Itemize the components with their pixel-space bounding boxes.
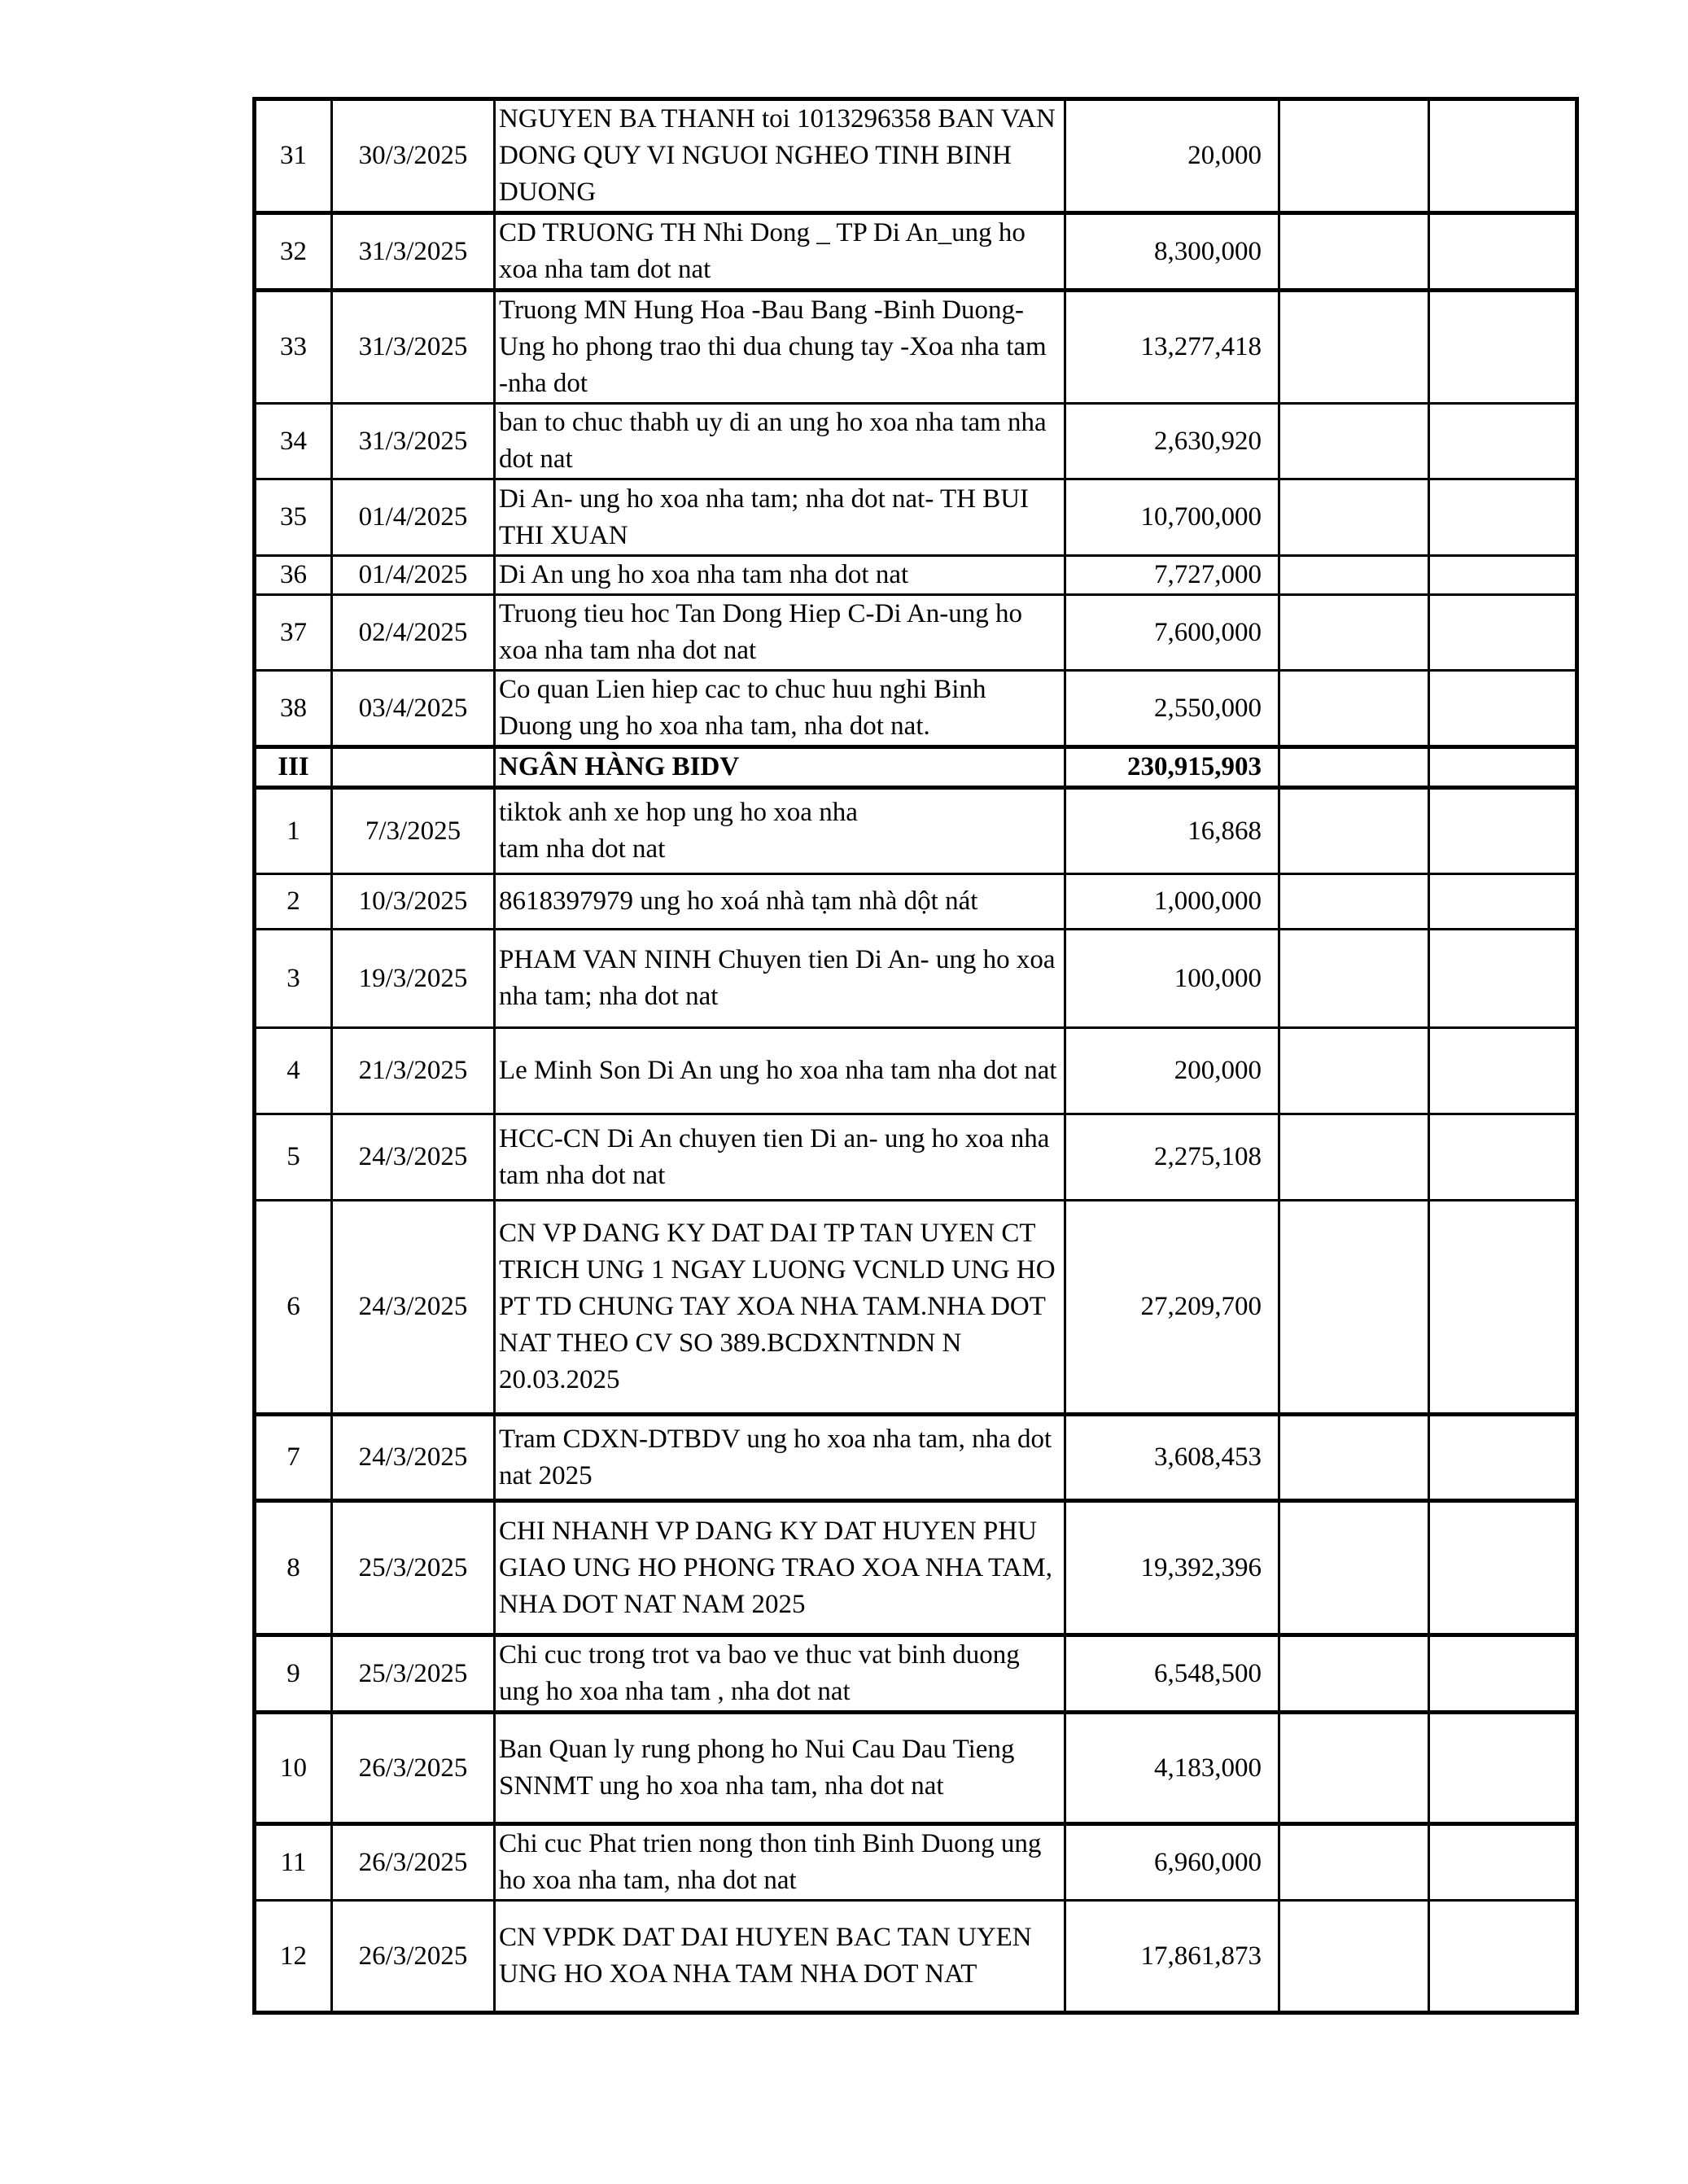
table-row xyxy=(255,291,1577,404)
row-amount: 13,277,418 xyxy=(1065,291,1279,404)
row-description xyxy=(495,788,1065,874)
section-title: NGÂN HÀNG BIDV xyxy=(495,747,1065,788)
row-description: Le Minh Son Di An ung ho xoa nha tam nha dot nat xyxy=(495,1028,1065,1114)
row-number: 31 xyxy=(255,99,332,213)
row-date: 10/3/2025 xyxy=(332,874,495,930)
row-number: 12 xyxy=(255,1901,332,2013)
table-row xyxy=(255,874,1577,930)
row-number: 3 xyxy=(255,930,332,1028)
row-amount: 16,868 xyxy=(1065,788,1279,874)
section-number: III xyxy=(255,747,332,788)
empty-cell xyxy=(1429,1713,1577,1824)
row-number: 7 xyxy=(255,1415,332,1501)
row-date: 31/3/2025 xyxy=(332,291,495,404)
row-number: 33 xyxy=(255,291,332,404)
row-date: 25/3/2025 xyxy=(332,1501,495,1635)
row-amount: 7,727,000 xyxy=(1065,556,1279,595)
row-date: 21/3/2025 xyxy=(332,1028,495,1114)
table-row xyxy=(255,595,1577,671)
row-number: 32 xyxy=(255,213,332,291)
empty-cell xyxy=(1429,404,1577,479)
empty-cell xyxy=(1279,479,1429,556)
table-row xyxy=(255,99,1577,213)
table-row xyxy=(255,1415,1577,1501)
empty-cell xyxy=(1429,291,1577,404)
empty-cell xyxy=(1429,1201,1577,1415)
empty-cell xyxy=(1429,1635,1577,1713)
row-number: 34 xyxy=(255,404,332,479)
row-number: 11 xyxy=(255,1824,332,1901)
empty-cell xyxy=(1279,1201,1429,1415)
row-date: 01/4/2025 xyxy=(332,479,495,556)
empty-cell xyxy=(1429,1028,1577,1114)
table-row xyxy=(255,788,1577,874)
table-row xyxy=(255,1713,1577,1824)
row-number: 37 xyxy=(255,595,332,671)
row-date: 26/3/2025 xyxy=(332,1713,495,1824)
empty-cell xyxy=(1279,404,1429,479)
empty-cell xyxy=(1429,788,1577,874)
row-number: 36 xyxy=(255,556,332,595)
row-date: 31/3/2025 xyxy=(332,404,495,479)
row-description: Co quan Lien hiep cac to chuc huu nghi Binh Duong ung ho xoa nha tam, nha dot nat. xyxy=(495,671,1065,747)
row-description: ban to chuc thabh uy di an ung ho xoa nha tam nha dot nat xyxy=(495,404,1065,479)
row-amount: 100,000 xyxy=(1065,930,1279,1028)
row-date: 7/3/2025 xyxy=(332,788,495,874)
empty-cell xyxy=(1429,1415,1577,1501)
row-description: CHI NHANH VP DANG KY DAT HUYEN PHU GIAO UNG HO PHONG TRAO XOA NHA TAM, NHA DOT NAT NAM 2025 xyxy=(495,1501,1065,1635)
empty-cell xyxy=(1279,1114,1429,1201)
empty-cell xyxy=(1429,1824,1577,1901)
row-amount: 2,275,108 xyxy=(1065,1114,1279,1201)
table-row xyxy=(255,930,1577,1028)
row-number: 10 xyxy=(255,1713,332,1824)
empty-cell xyxy=(1429,874,1577,930)
empty-cell xyxy=(1279,99,1429,213)
empty-cell xyxy=(1429,930,1577,1028)
empty-cell xyxy=(1279,1501,1429,1635)
empty-cell xyxy=(1279,930,1429,1028)
row-date: 01/4/2025 xyxy=(332,556,495,595)
row-amount: 4,183,000 xyxy=(1065,1713,1279,1824)
empty-cell xyxy=(1429,1901,1577,2013)
empty-cell xyxy=(1279,671,1429,747)
row-number: 8 xyxy=(255,1501,332,1635)
empty-cell xyxy=(1279,747,1429,788)
row-number: 6 xyxy=(255,1201,332,1415)
section-total: 230,915,903 xyxy=(1065,747,1279,788)
table-row xyxy=(255,1114,1577,1201)
table-row xyxy=(255,213,1577,291)
row-description: Di An- ung ho xoa nha tam; nha dot nat- TH BUI THI XUAN xyxy=(495,479,1065,556)
row-amount: 10,700,000 xyxy=(1065,479,1279,556)
row-amount: 7,600,000 xyxy=(1065,595,1279,671)
table-row xyxy=(255,556,1577,595)
empty-cell xyxy=(1279,1713,1429,1824)
description-line: tam nha dot nat xyxy=(499,834,666,864)
empty-cell xyxy=(1429,595,1577,671)
empty-cell xyxy=(1279,1824,1429,1901)
row-amount: 20,000 xyxy=(1065,99,1279,213)
empty-cell xyxy=(1279,1415,1429,1501)
row-date: 25/3/2025 xyxy=(332,1635,495,1713)
row-description: Tram CDXN-DTBDV ung ho xoa nha tam, nha dot nat 2025 xyxy=(495,1415,1065,1501)
row-number: 5 xyxy=(255,1114,332,1201)
row-description: Ban Quan ly rung phong ho Nui Cau Dau Tieng SNNMT ung ho xoa nha tam, nha dot nat xyxy=(495,1713,1065,1824)
empty-cell xyxy=(1279,1901,1429,2013)
row-date: 31/3/2025 xyxy=(332,213,495,291)
row-date: 02/4/2025 xyxy=(332,595,495,671)
empty-cell xyxy=(1429,1114,1577,1201)
row-description: Chi cuc Phat trien nong thon tinh Binh Duong ung ho xoa nha tam, nha dot nat xyxy=(495,1824,1065,1901)
table-row xyxy=(255,479,1577,556)
row-description: 8618397979 ung ho xoá nhà tạm nhà dột nát xyxy=(495,874,1065,930)
row-description: CD TRUONG TH Nhi Dong _ TP Di An_ung ho xoa nha tam dot nat xyxy=(495,213,1065,291)
empty-cell xyxy=(1429,479,1577,556)
row-date: 19/3/2025 xyxy=(332,930,495,1028)
row-description: PHAM VAN NINH Chuyen tien Di An- ung ho xoa nha tam; nha dot nat xyxy=(495,930,1065,1028)
row-amount: 2,630,920 xyxy=(1065,404,1279,479)
empty-cell xyxy=(1279,874,1429,930)
row-amount: 27,209,700 xyxy=(1065,1201,1279,1415)
table-row xyxy=(255,1901,1577,2013)
row-number: 35 xyxy=(255,479,332,556)
empty-cell xyxy=(1279,1028,1429,1114)
row-amount: 19,392,396 xyxy=(1065,1501,1279,1635)
row-description: CN VP DANG KY DAT DAI TP TAN UYEN CT TRICH UNG 1 NGAY LUONG VCNLD UNG HO PT TD CHUNG TAY XOA NHA TAM.NHA DOT NAT THEO CV SO 389.BCDXNTNDN N 20.03.2025 xyxy=(495,1201,1065,1415)
empty-cell xyxy=(1429,99,1577,213)
row-description: Truong tieu hoc Tan Dong Hiep C-Di An-ung ho xoa nha tam nha dot nat xyxy=(495,595,1065,671)
row-amount: 3,608,453 xyxy=(1065,1415,1279,1501)
empty-cell xyxy=(1429,556,1577,595)
empty-cell xyxy=(1279,556,1429,595)
empty-cell xyxy=(1429,1501,1577,1635)
table-row xyxy=(255,1635,1577,1713)
row-description: HCC-CN Di An chuyen tien Di an- ung ho xoa nha tam nha dot nat xyxy=(495,1114,1065,1201)
row-description: CN VPDK DAT DAI HUYEN BAC TAN UYEN UNG HO XOA NHA TAM NHA DOT NAT xyxy=(495,1901,1065,2013)
table-row xyxy=(255,404,1577,479)
row-date: 03/4/2025 xyxy=(332,671,495,747)
row-date: 26/3/2025 xyxy=(332,1901,495,2013)
donation-ledger-table xyxy=(252,97,1579,2015)
row-date: 24/3/2025 xyxy=(332,1114,495,1201)
row-description: Truong MN Hung Hoa -Bau Bang -Binh Duong-Ung ho phong trao thi dua chung tay -Xoa nha tam -nha dot xyxy=(495,291,1065,404)
table-row xyxy=(255,1501,1577,1635)
row-description: NGUYEN BA THANH toi 1013296358 BAN VAN DONG QUY VI NGUOI NGHEO TINH BINH DUONG xyxy=(495,99,1065,213)
empty-cell xyxy=(1279,291,1429,404)
row-date: 26/3/2025 xyxy=(332,1824,495,1901)
row-amount: 17,861,873 xyxy=(1065,1901,1279,2013)
empty-cell xyxy=(1279,213,1429,291)
row-number: 2 xyxy=(255,874,332,930)
row-description: Di An ung ho xoa nha tam nha dot nat xyxy=(495,556,1065,595)
empty-cell xyxy=(1279,788,1429,874)
empty-cell xyxy=(1279,1635,1429,1713)
row-number: 1 xyxy=(255,788,332,874)
section-date xyxy=(332,747,495,788)
row-amount: 6,548,500 xyxy=(1065,1635,1279,1713)
empty-cell xyxy=(1429,747,1577,788)
row-date: 24/3/2025 xyxy=(332,1415,495,1501)
row-description: Chi cuc trong trot va bao ve thuc vat binh duong ung ho xoa nha tam , nha dot nat xyxy=(495,1635,1065,1713)
row-amount: 2,550,000 xyxy=(1065,671,1279,747)
table-row xyxy=(255,1824,1577,1901)
row-amount: 6,960,000 xyxy=(1065,1824,1279,1901)
empty-cell xyxy=(1279,595,1429,671)
row-number: 4 xyxy=(255,1028,332,1114)
table-row xyxy=(255,1201,1577,1415)
row-amount: 200,000 xyxy=(1065,1028,1279,1114)
row-number: 9 xyxy=(255,1635,332,1713)
description-line: tiktok anh xe hop ung ho xoa nha xyxy=(499,798,858,827)
section-row xyxy=(255,747,1577,788)
row-amount: 1,000,000 xyxy=(1065,874,1279,930)
empty-cell xyxy=(1429,213,1577,291)
table-row xyxy=(255,671,1577,747)
row-number: 38 xyxy=(255,671,332,747)
table-row xyxy=(255,1028,1577,1114)
row-date: 24/3/2025 xyxy=(332,1201,495,1415)
row-date: 30/3/2025 xyxy=(332,99,495,213)
row-amount: 8,300,000 xyxy=(1065,213,1279,291)
empty-cell xyxy=(1429,671,1577,747)
